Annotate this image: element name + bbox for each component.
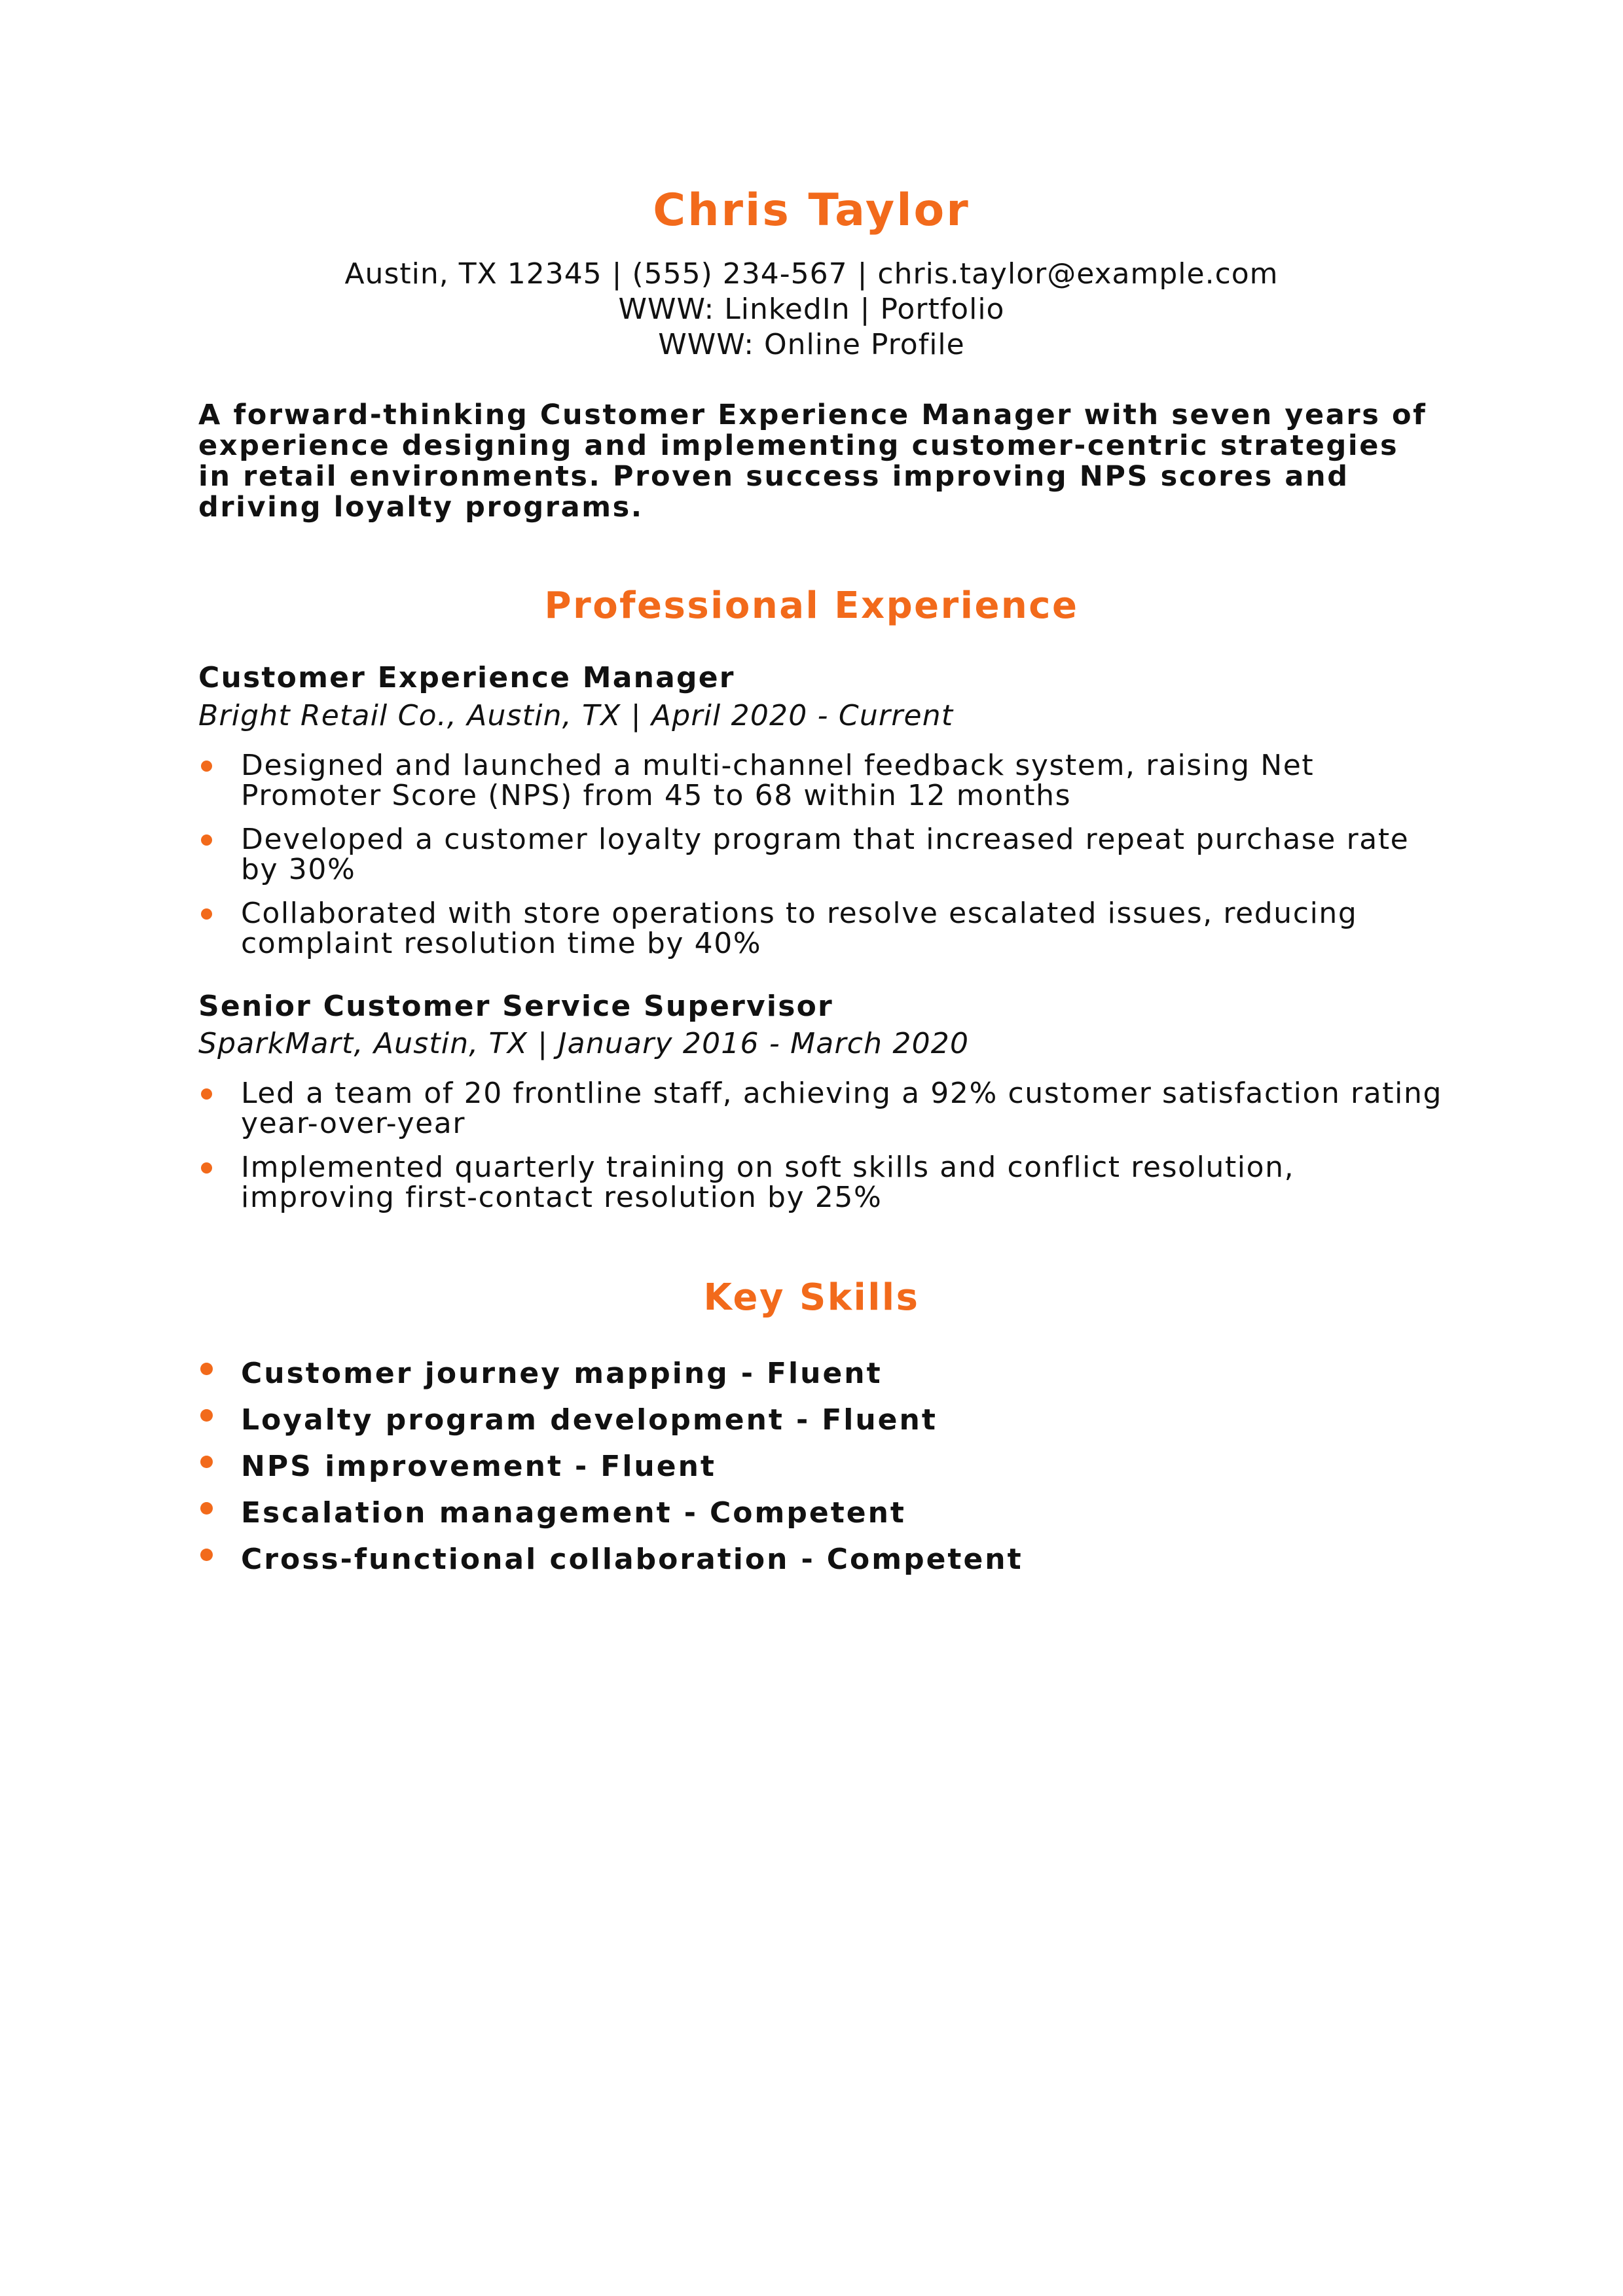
bullet-text: Implemented quarterly training on soft skills and conflict resolution, improving first-contact resolution by 25% <box>241 1151 1295 1214</box>
bullet-dot-icon <box>200 1456 213 1468</box>
skill-separator: - <box>801 1543 815 1576</box>
skill-level: Fluent <box>600 1450 716 1483</box>
bullet-text: Developed a customer loyalty program that increased repeat purchase rate by 30% <box>241 823 1410 886</box>
job-title: Customer Experience Manager <box>198 661 735 694</box>
bullet-dot-icon <box>200 1502 213 1515</box>
bullet-dot-icon <box>200 1409 213 1422</box>
skill-separator: - <box>684 1496 698 1530</box>
bullet-dot-icon <box>201 1162 212 1174</box>
job-bullet-list <box>198 751 1442 973</box>
skill-item <box>198 1490 1023 1536</box>
skill-level: Competent <box>826 1543 1023 1576</box>
professional-summary: A forward-thinking Customer Experience Manager with seven years of experience designing and implementing customer-centric strategies in retail environments. Proven success improving NPS scores and driving loyalty programs. <box>198 399 1427 524</box>
job-company-dates: SparkMart, Austin, TX | January 2016 - March 2020 <box>198 1027 970 1060</box>
section-title-skills: Key Skills <box>703 1276 920 1319</box>
bullet-text: Collaborated with store operations to resolve escalated issues, reducing complaint resolution time by 40% <box>241 897 1358 960</box>
bullet-dot-icon <box>201 908 212 920</box>
skill-name: Cross-functional collaboration <box>241 1543 790 1576</box>
skill-name: Loyalty program development <box>241 1403 784 1437</box>
skill-item <box>198 1350 1023 1397</box>
skill-separator: - <box>575 1450 589 1483</box>
skill-level: Fluent <box>822 1403 938 1437</box>
bullet-dot-icon <box>201 1088 212 1100</box>
list-item <box>198 825 1442 885</box>
skill-name: NPS improvement <box>241 1450 564 1483</box>
candidate-name: Chris Taylor <box>653 185 970 236</box>
list-item <box>198 1079 1442 1139</box>
skill-item <box>198 1443 1023 1490</box>
job-title: Senior Customer Service Supervisor <box>198 990 833 1023</box>
skill-level: Competent <box>709 1496 906 1530</box>
job-company-dates: Bright Retail Co., Austin, TX | April 2020 - Current <box>198 699 954 732</box>
list-item <box>198 1153 1442 1213</box>
bullet-dot-icon <box>201 834 212 846</box>
contact-line-links: WWW: LinkedIn | Portfolio <box>618 293 1005 326</box>
bullet-dot-icon <box>200 1363 213 1375</box>
skill-name: Customer journey mapping <box>241 1357 729 1390</box>
bullet-text: Designed and launched a multi-channel feedback system, raising Net Promoter Score (NPS) from 45 to 68 within 12 months <box>241 749 1315 812</box>
bullet-dot-icon <box>201 761 212 772</box>
skill-item <box>198 1397 1023 1443</box>
contact-line-address-phone-email: Austin, TX 12345 | (555) 234-567 | chris.taylor@example.com <box>344 257 1279 291</box>
list-item <box>198 899 1442 959</box>
list-item <box>198 751 1442 811</box>
bullet-text: Led a team of 20 frontline staff, achieving a 92% customer satisfaction rating year-over-year <box>241 1077 1442 1140</box>
section-title-experience: Professional Experience <box>544 584 1079 627</box>
skill-name: Escalation management <box>241 1496 672 1530</box>
skill-item <box>198 1536 1023 1583</box>
contact-line-online-profile: WWW: Online Profile <box>658 328 965 361</box>
contact-block <box>0 257 1623 363</box>
job-bullet-list <box>198 1079 1442 1227</box>
skill-level: Fluent <box>766 1357 883 1390</box>
skill-separator: - <box>740 1357 755 1390</box>
skills-list <box>198 1350 1023 1583</box>
skill-separator: - <box>795 1403 811 1437</box>
bullet-dot-icon <box>200 1549 213 1561</box>
